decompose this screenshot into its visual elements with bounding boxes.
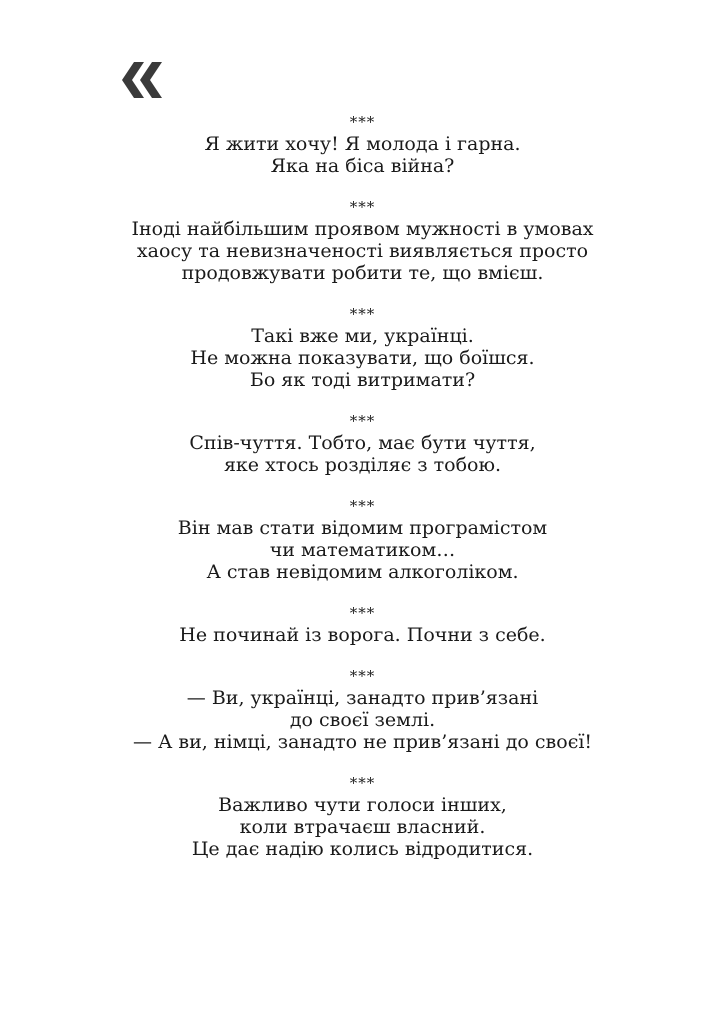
separator: *** xyxy=(349,497,376,515)
quote-line: — А ви, німці, занадто не прив’язані до своєї! xyxy=(132,731,593,753)
quote-line: Він мав стати відомим програмістом xyxy=(177,517,548,539)
quote-text xyxy=(0,218,725,284)
quotes-list xyxy=(0,112,725,880)
quote-line: яке хтось розділяє з тобою. xyxy=(223,454,502,476)
quote-block xyxy=(0,411,725,476)
separator: *** xyxy=(349,774,376,792)
quote-line: до своєї землі. xyxy=(289,709,436,731)
quote-line: Не можна показувати, що боїшся. xyxy=(190,347,535,369)
separator: *** xyxy=(349,412,376,430)
quote-line: Спів-чуття. Тобто, має бути чуття, xyxy=(189,432,536,454)
quote-line: хаосу та невизначеності виявляється просто xyxy=(136,240,589,262)
quote-line: — Ви, українці, занадто прив’язані xyxy=(186,687,539,709)
quote-text xyxy=(0,432,725,476)
quote-text xyxy=(0,325,725,391)
quote-line: Це дає надію колись відродитися. xyxy=(191,838,534,860)
quote-line: чи математиком… xyxy=(269,539,456,561)
quote-text xyxy=(0,687,725,753)
quote-line: Іноді найбільшим проявом мужності в умовах xyxy=(131,218,594,240)
quote-line: Яка на біса війна? xyxy=(270,155,455,177)
quote-line: Бо як тоді витримати? xyxy=(249,369,476,391)
quote-block xyxy=(0,603,725,646)
quote-text xyxy=(0,794,725,860)
quote-block xyxy=(0,666,725,753)
separator: *** xyxy=(349,113,376,131)
quote-line: коли втрачаєш власний. xyxy=(239,816,486,838)
quote-text xyxy=(0,517,725,583)
quote-text xyxy=(0,624,725,646)
double-chevron-quote-icon xyxy=(120,60,168,100)
quote-line: Важливо чути голоси інших, xyxy=(218,794,507,816)
quote-block xyxy=(0,496,725,583)
separator: *** xyxy=(349,667,376,685)
quote-block xyxy=(0,112,725,177)
quote-text xyxy=(0,133,725,177)
quote-line: Не починай із ворога. Почни з себе. xyxy=(179,624,546,646)
quote-line: А став невідомим алкоголіком. xyxy=(206,561,519,583)
quote-block xyxy=(0,197,725,284)
quote-block xyxy=(0,304,725,391)
quote-block xyxy=(0,773,725,860)
quote-line: Я жити хочу! Я молода і гарна. xyxy=(204,133,521,155)
quote-line: продовжувати робити те, що вмієш. xyxy=(181,262,544,284)
separator: *** xyxy=(349,604,376,622)
separator: *** xyxy=(349,305,376,323)
separator: *** xyxy=(349,198,376,216)
quote-line: Такі вже ми, українці. xyxy=(251,325,474,347)
